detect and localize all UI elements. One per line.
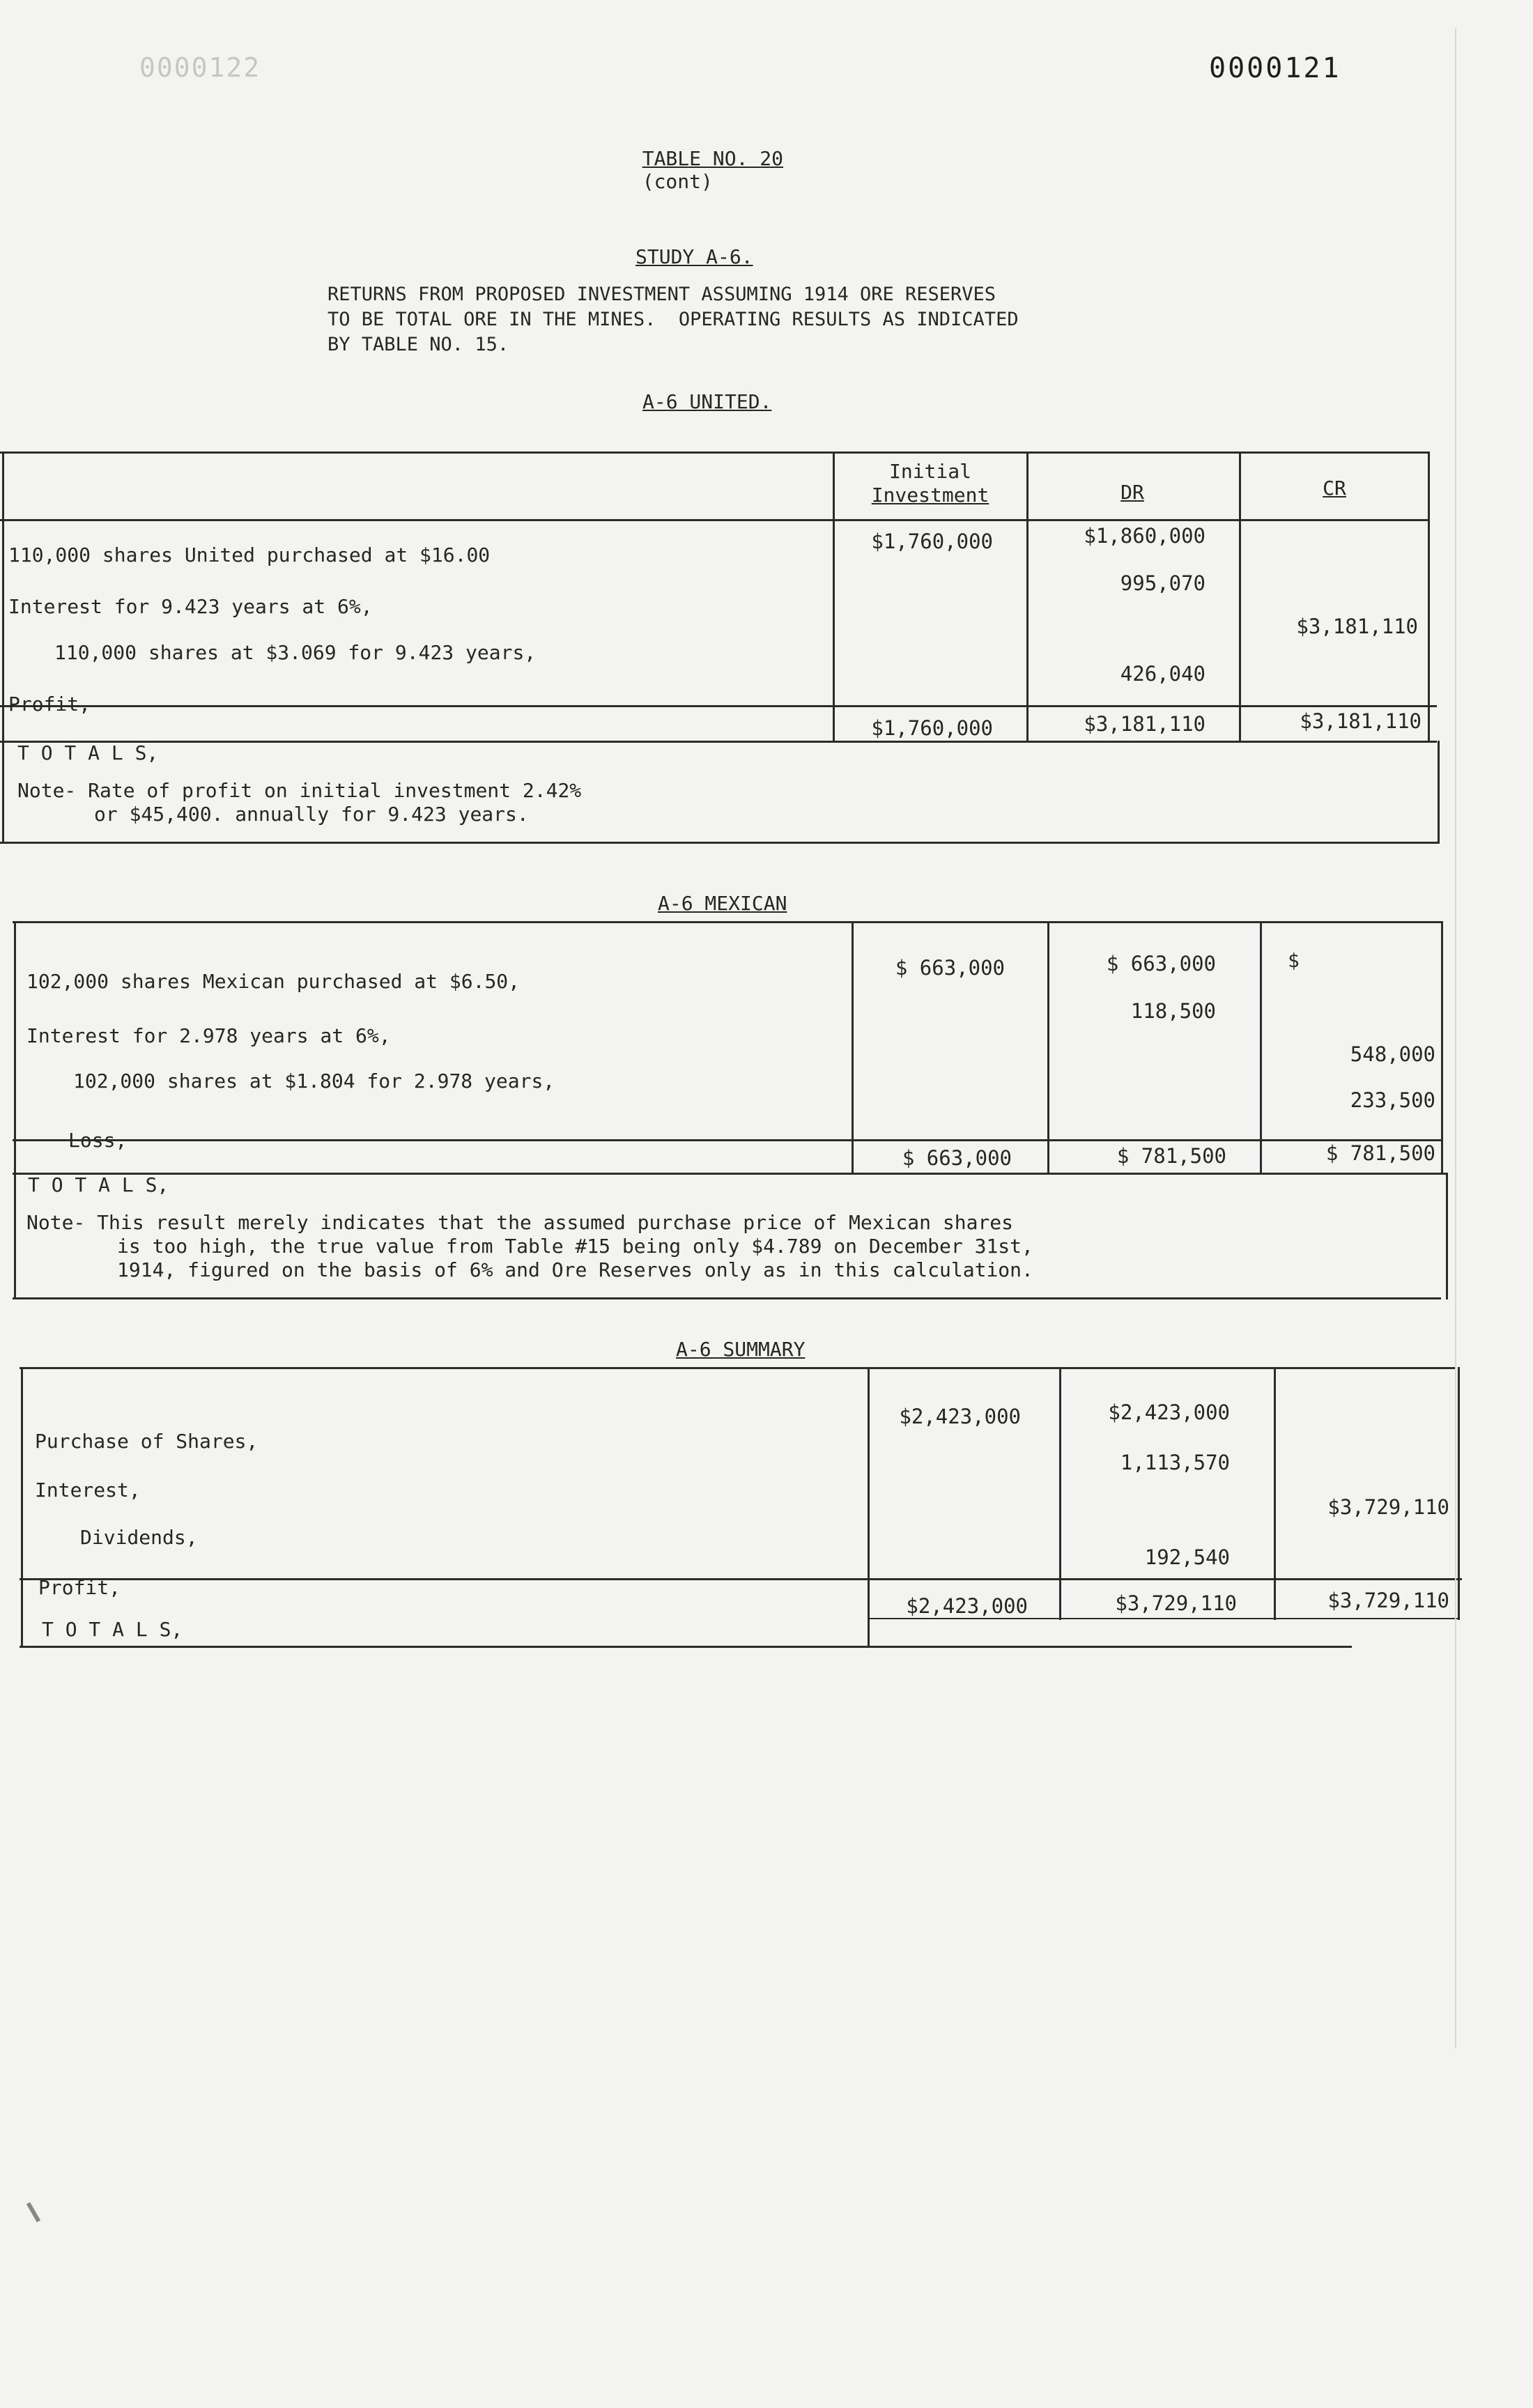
- mexican-row-4-label: Loss,: [68, 1129, 128, 1152]
- united-totals-dr: $3,181,110: [1084, 712, 1205, 736]
- united-row-3-cr: $3,181,110: [1296, 615, 1418, 638]
- united-note-line-1: Note- Rate of profit on initial investment 2.42%: [17, 779, 582, 802]
- mexican-note-right-border: [1446, 1173, 1448, 1299]
- mexican-note-line-1: Note- This result merely indicates that the assumed purchase price of Mexican shares: [26, 1211, 1014, 1234]
- mexican-row-3-cr: 548,000: [1350, 1042, 1435, 1066]
- united-totals-initial: $1,760,000: [871, 716, 993, 740]
- mexican-col-dr: [1047, 921, 1049, 1175]
- mexican-totals-cr: $ 781,500: [1325, 1141, 1435, 1165]
- united-row-1-initial: $1,760,000: [871, 530, 993, 553]
- mexican-note-line-2: is too high, the true value from Table #15 being only $4.789 on December 31st,: [117, 1235, 1033, 1258]
- mexican-col-cr: [1260, 921, 1262, 1175]
- united-note-right-border: [1438, 741, 1440, 844]
- united-row-1-label: 110,000 shares United purchased at $16.00: [8, 543, 491, 566]
- summary-totals-bottom: [868, 1618, 1460, 1619]
- united-header-initial-1: Initial: [888, 460, 971, 483]
- united-col-dr: [1026, 452, 1029, 743]
- summary-row-4-dr: 192,540: [1144, 1545, 1230, 1569]
- united-totals-bottom: [0, 741, 1437, 743]
- ghost-document-number: 0000122: [139, 52, 261, 83]
- united-col-initial: [833, 452, 835, 743]
- mexican-row-4-cr: 233,500: [1350, 1088, 1435, 1112]
- mexican-totals-rule: [13, 1139, 1442, 1141]
- summary-section-title: A-6 SUMMARY: [676, 1338, 806, 1361]
- summary-row-2-label: Interest,: [35, 1479, 141, 1502]
- united-section-title: A-6 UNITED.: [642, 390, 772, 413]
- summary-row-3-label: Dividends,: [80, 1526, 198, 1549]
- united-left-border: [2, 452, 4, 844]
- summary-col-initial: [868, 1367, 870, 1648]
- summary-row-4-label: Profit,: [38, 1576, 121, 1599]
- mexican-totals-bottom: [13, 1173, 1448, 1175]
- summary-col-cr: [1274, 1367, 1276, 1620]
- mexican-totals-label: T O T A L S,: [28, 1173, 169, 1196]
- summary-left-border: [21, 1367, 23, 1648]
- united-note-line-2: or $45,400. annually for 9.423 years.: [94, 803, 529, 826]
- united-row-4-dr: 426,040: [1120, 662, 1205, 686]
- description-line-2: TO BE TOTAL ORE IN THE MINES. OPERATING RESULTS AS INDICATED: [328, 309, 1019, 330]
- description-line-3: BY TABLE NO. 15.: [328, 334, 509, 355]
- united-row-3-label: 110,000 shares at $3.069 for 9.423 years,: [54, 641, 537, 664]
- table-number: TABLE NO. 20: [642, 147, 784, 170]
- mexican-totals-initial: $ 663,000: [902, 1146, 1012, 1170]
- united-row-1-dr: $1,860,000: [1084, 524, 1205, 548]
- summary-totals-cr: $3,729,110: [1327, 1589, 1449, 1612]
- mexican-row-2-label: Interest for 2.978 years at 6%,: [26, 1024, 391, 1047]
- summary-totals-label: T O T A L S,: [42, 1618, 183, 1641]
- summary-right-border: [1458, 1367, 1460, 1620]
- mexican-right-border: [1441, 921, 1443, 1175]
- mexican-top-border: [13, 921, 1442, 923]
- mexican-row-2-dr: 118,500: [1130, 999, 1216, 1023]
- table-cont: (cont): [642, 170, 713, 193]
- summary-row-1-initial: $2,423,000: [899, 1405, 1021, 1428]
- summary-col-dr: [1059, 1367, 1061, 1620]
- mexican-note-line-3: 1914, figured on the basis of 6% and Ore Reserves only as in this calculation.: [117, 1258, 1033, 1281]
- scan-mark-left: [26, 2202, 40, 2223]
- united-header-dr: DR: [1120, 481, 1144, 504]
- united-row-4-label: Profit,: [8, 693, 91, 716]
- summary-row-2-dr: 1,113,570: [1120, 1451, 1230, 1474]
- mexican-totals-dr: $ 781,500: [1116, 1144, 1226, 1168]
- united-bottom-border: [0, 842, 1440, 844]
- study-title: STUDY A-6.: [635, 245, 753, 268]
- united-totals-label: T O T A L S,: [17, 741, 159, 764]
- table-title: [619, 124, 783, 193]
- summary-totals-rule: [20, 1578, 1462, 1580]
- mexican-row-1-cr: $: [1288, 949, 1300, 972]
- summary-top-border: [20, 1367, 1455, 1369]
- mexican-left-border: [14, 921, 16, 1299]
- united-totals-rule: [0, 705, 1437, 707]
- summary-bottom-border: [20, 1646, 1352, 1648]
- summary-row-1-label: Purchase of Shares,: [35, 1430, 259, 1453]
- united-right-border: [1428, 452, 1430, 743]
- mexican-row-1-dr: $ 663,000: [1106, 952, 1216, 975]
- united-header-initial-2: Investment: [871, 484, 989, 507]
- summary-totals-dr: $3,729,110: [1115, 1591, 1237, 1615]
- united-header-cr: CR: [1323, 477, 1346, 500]
- summary-row-1-dr: $2,423,000: [1108, 1400, 1230, 1424]
- united-totals-cr: $3,181,110: [1300, 709, 1422, 733]
- document-number: 0000121: [1209, 52, 1341, 84]
- mexican-row-1-label: 102,000 shares Mexican purchased at $6.50,: [26, 970, 521, 993]
- united-top-border: [0, 452, 1428, 454]
- mexican-section-title: A-6 MEXICAN: [658, 892, 787, 915]
- summary-totals-initial: $2,423,000: [906, 1594, 1028, 1618]
- mexican-row-1-initial: $ 663,000: [895, 956, 1005, 980]
- united-header-rule: [0, 519, 1428, 521]
- mexican-col-initial: [852, 921, 854, 1175]
- description-line-1: RETURNS FROM PROPOSED INVESTMENT ASSUMING 1914 ORE RESERVES: [328, 284, 996, 305]
- united-col-cr: [1239, 452, 1241, 743]
- mexican-bottom-border: [13, 1297, 1441, 1299]
- scan-mark-right-edge: [1455, 28, 1456, 2048]
- united-row-2-label: Interest for 9.423 years at 6%,: [8, 595, 373, 618]
- united-row-2-dr: 995,070: [1120, 571, 1205, 595]
- mexican-row-3-label: 102,000 shares at $1.804 for 2.978 years,: [73, 1070, 555, 1093]
- summary-row-3-cr: $3,729,110: [1327, 1495, 1449, 1519]
